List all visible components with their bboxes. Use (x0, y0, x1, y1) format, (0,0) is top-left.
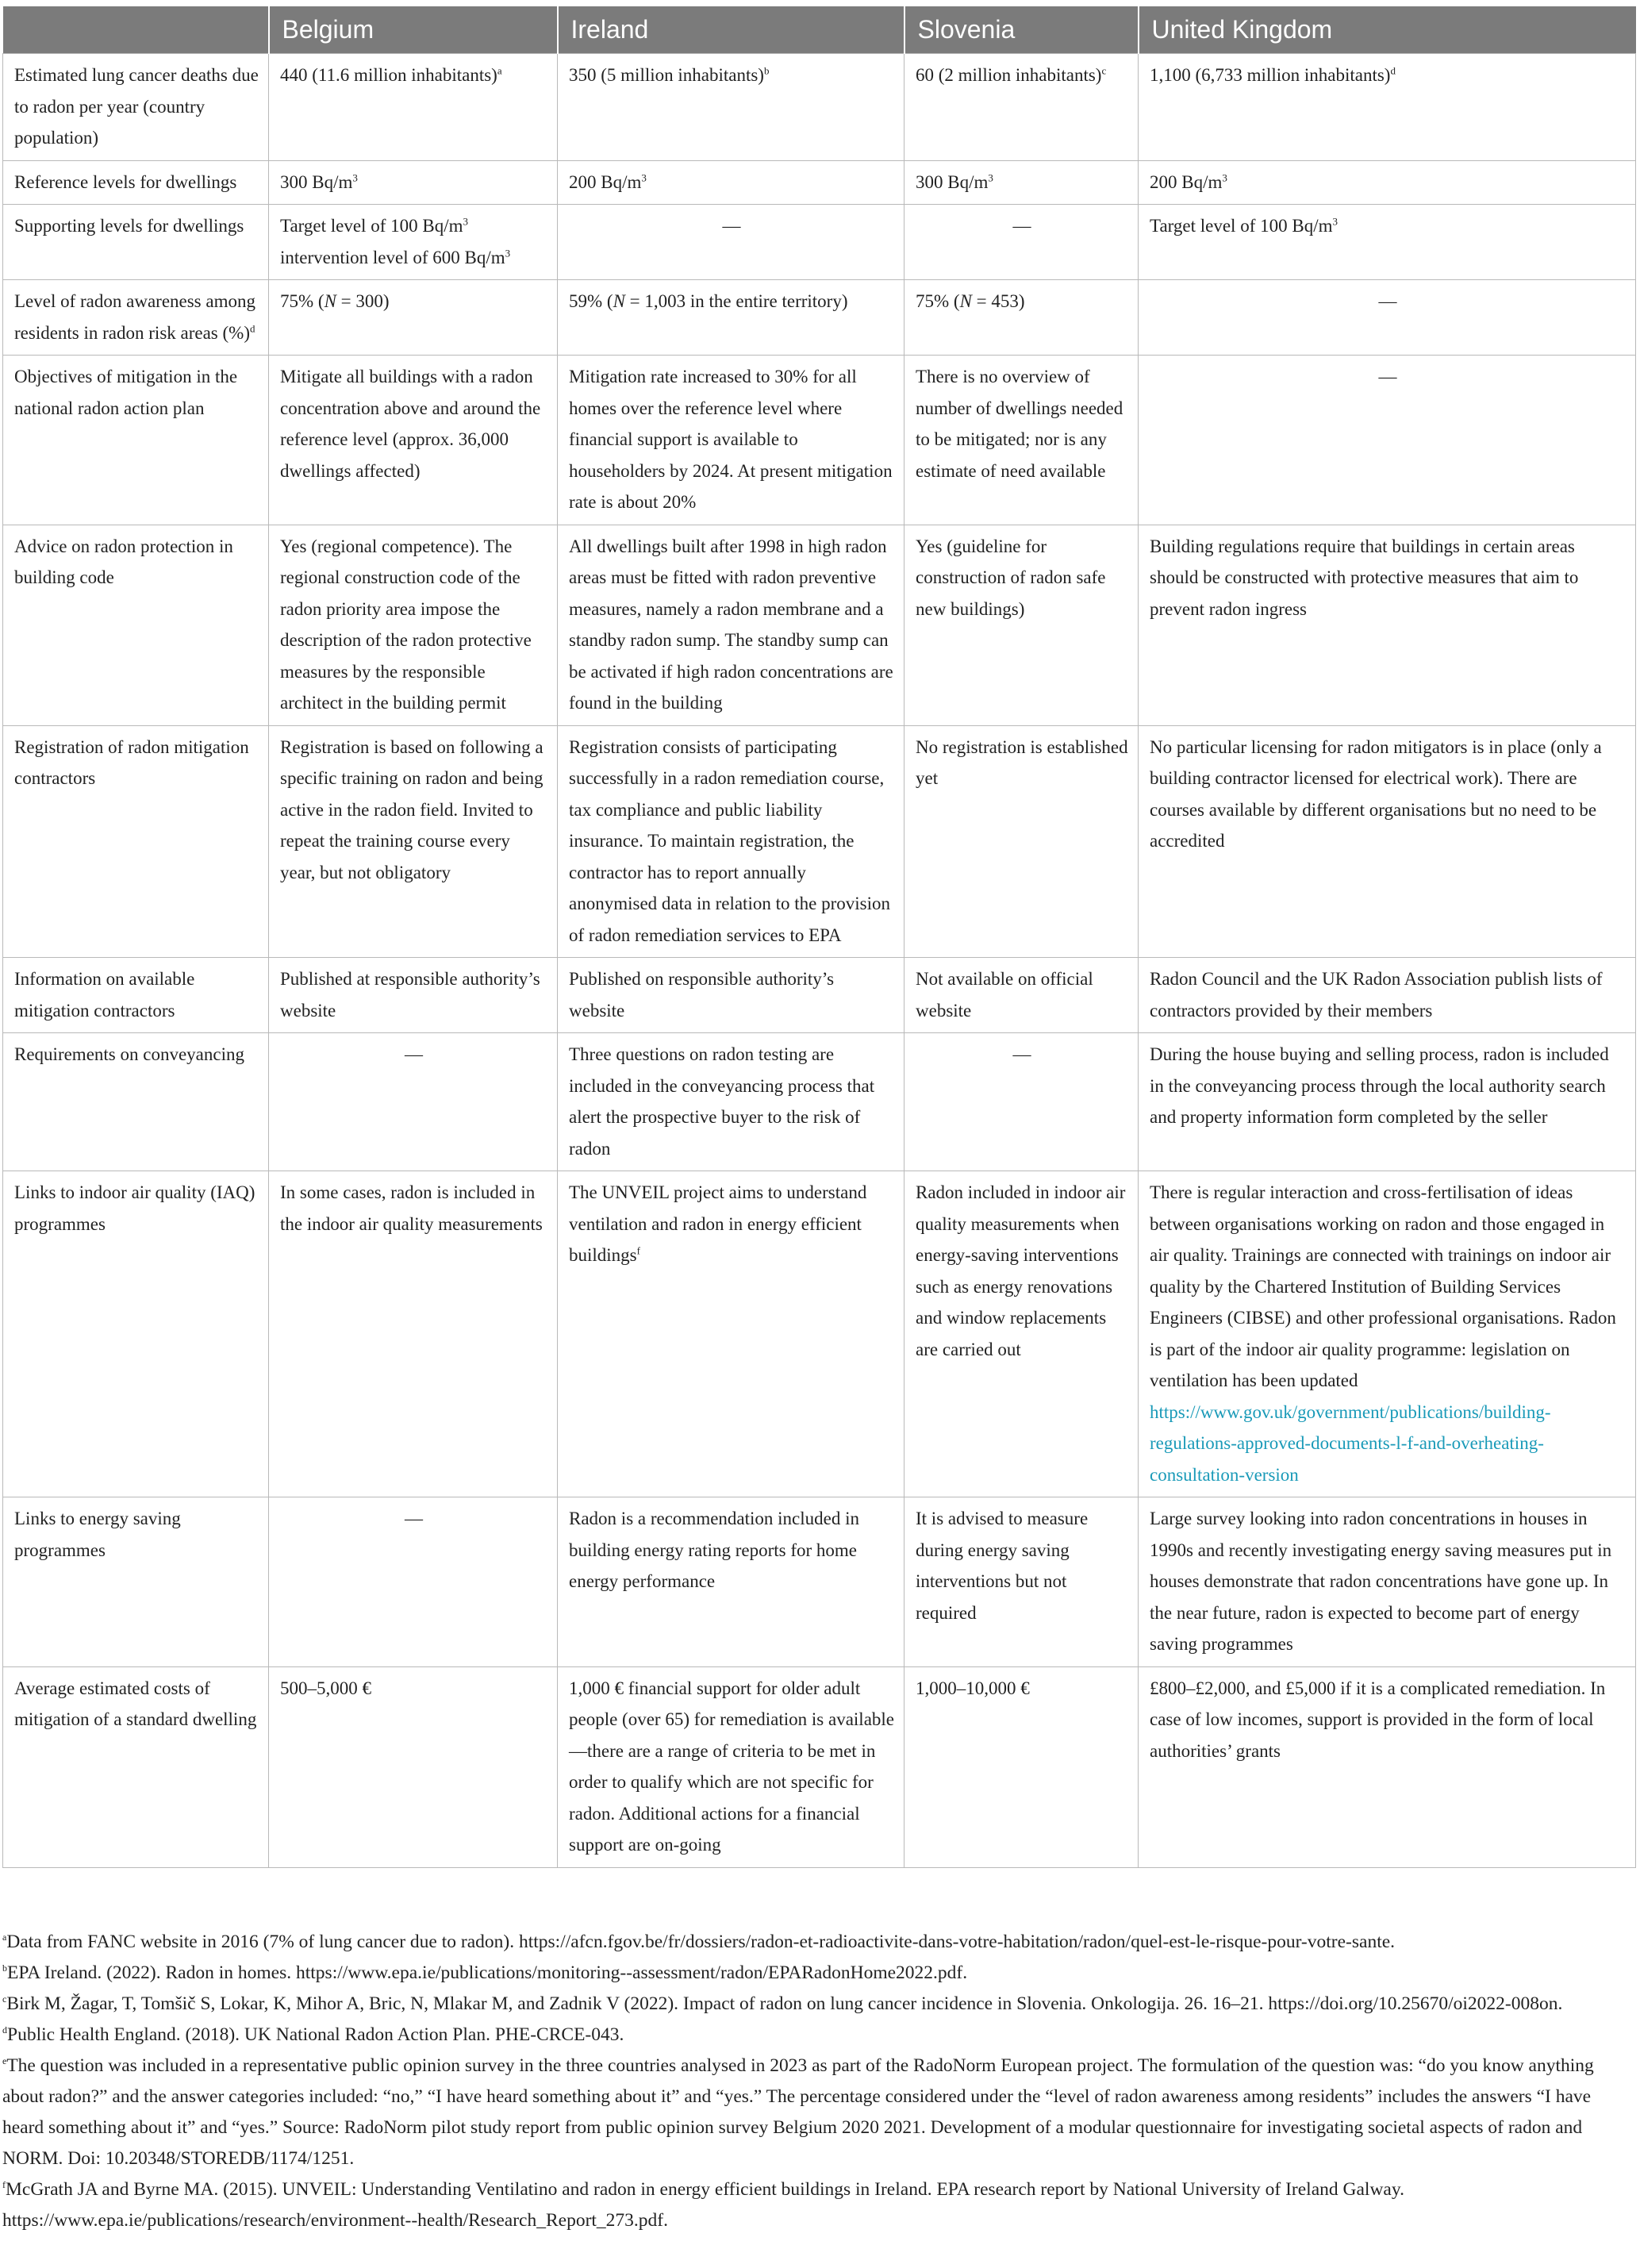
table-row (3, 525, 1636, 725)
table-row (3, 958, 1636, 1033)
cell-belgium: Yes (regional competence). The regional construction code of the radon priority area impose the description of the radon protective measures by the responsible architect in the building permit (269, 525, 558, 725)
cell-ireland: 350 (5 million inhabitants)$^b$ (558, 54, 904, 161)
cell-slovenia: — (904, 205, 1139, 280)
table-row (3, 160, 1636, 205)
footnotes (2, 1927, 1635, 2236)
row-label: Supporting levels for dwellings (3, 205, 269, 280)
cell-slovenia: Radon included in indoor air quality measurements when energy-saving interventions such as energy renovations and window replacements are carried out (904, 1171, 1139, 1497)
table-row (3, 1497, 1636, 1667)
cell-uk: 200 $Bq/m^3$ (1139, 160, 1636, 205)
cell-uk: — (1139, 280, 1636, 356)
cell-uk: No particular licensing for radon mitigators is in place (only a building contractor licensed for electrical work). There are courses available by different organisations but no need to be accredited (1139, 725, 1636, 958)
cell-uk: — (1139, 356, 1636, 525)
cell-belgium: In some cases, radon is included in the indoor air quality measurements (269, 1171, 558, 1497)
cell-ireland: Published on responsible authority’s website (558, 958, 904, 1033)
cell-slovenia: Yes (guideline for construction of radon safe new buildings) (904, 525, 1139, 725)
cell-ireland: Three questions on radon testing are included in the conveyancing process that alert the prospective buyer to the risk of radon (558, 1033, 904, 1171)
header-belgium: Belgium (269, 6, 558, 54)
cell-uk: £800–£2,000, and £5,000 if it is a complicated remediation. In case of low incomes, support is provided in the form of local authorities’ grants (1139, 1666, 1636, 1867)
cell-ireland: 59% (N = 1,003 in the entire territory) (558, 280, 904, 356)
cell-slovenia: 75% (N = 453) (904, 280, 1139, 356)
radon-comparison-table (2, 6, 1636, 1868)
header-blank (3, 6, 269, 54)
cell-ireland: The UNVEIL project aims to understand ventilation and radon in energy efficient buildings$^f$ (558, 1171, 904, 1497)
cell-ireland: Radon is a recommendation included in building energy rating reports for home energy performance (558, 1497, 904, 1667)
cell-uk: There is regular interaction and cross-fertilisation of ideas between organisations working on radon and those engaged in air quality. Trainings are connected with trainings on indoor air quality by the Chartered Institution of Building Services Engineers (CIBSE) and other professional organisations. Radon is part of the indoor air quality programme: legislation on ventilation has been updated https://www.gov.uk/government/publications/building-regulations-approved-documents-l-f-and-overheating-consultation-version (1139, 1171, 1636, 1497)
cell-belgium: Registration is based on following a specific training on radon and being active in the radon field. Invited to repeat the training course every year, but not obligatory (269, 725, 558, 958)
table-row (3, 356, 1636, 525)
table-row (3, 280, 1636, 356)
row-label: Level of radon awareness among residents in radon risk areas (%)$^d$ (3, 280, 269, 356)
ventilation-regulations-link[interactable]: https://www.gov.uk/government/publications/building-regulations-approved-documents-l-f-and-overheating-consultation-version (1150, 1401, 1551, 1485)
row-label: Estimated lung cancer deaths due to radon per year (country population) (3, 54, 269, 161)
cell-belgium: 500–5,000 € (269, 1666, 558, 1867)
header-row (3, 6, 1636, 54)
footnote: $^b$EPA Ireland. (2022). Radon in homes. https://www.epa.ie/publications/monitoring--assessment/radon/EPARadonHome2022.pdf. (2, 1962, 968, 1983)
cell-ireland: Mitigation rate increased to 30% for all homes over the reference level where financial support is available to householders by 2024. At present mitigation rate is about 20% (558, 356, 904, 525)
cell-belgium: Mitigate all buildings with a radon concentration above and around the reference level (approx. 36,000 dwellings affected) (269, 356, 558, 525)
footnote: $^e$The question was included in a representative public opinion survey in the three countries analysed in 2023 as part of the RadoNorm European project. The formulation of the question was: “do you know anything about radon?” and the answer categories included: “no,” “I have heard something about it” and “yes.” The percentage considered under the “level of radon awareness among residents” includes the answers “I have heard something about it” and “yes.” Source: RadoNorm pilot study report from public opinion survey Belgium 2020 2021. Development of a modular questionnaire for investigating societal aspects of radon and NORM. Doi: 10.20348/STOREDB/1174/1251. (2, 2055, 1594, 2169)
cell-slovenia: Not available on official website (904, 958, 1139, 1033)
cell-belgium: — (269, 1033, 558, 1171)
cell-belgium: Published at responsible authority’s website (269, 958, 558, 1033)
row-label: Reference levels for dwellings (3, 160, 269, 205)
cell-belgium: 75% (N = 300) (269, 280, 558, 356)
cell-slovenia: 1,000–10,000 € (904, 1666, 1139, 1867)
header-slovenia: Slovenia (904, 6, 1139, 54)
cell-belgium: Target level of 100 $Bq/m^3$ intervention level of 600 $Bq/m^3$ (269, 205, 558, 280)
cell-slovenia: No registration is established yet (904, 725, 1139, 958)
table-row (3, 725, 1636, 958)
cell-belgium: 300 $Bq/m^3$ (269, 160, 558, 205)
cell-ireland: All dwellings built after 1998 in high radon areas must be fitted with radon preventive measures, namely a radon membrane and a standby radon sump. The standby sump can be activated if high radon concentrations are found in the building (558, 525, 904, 725)
row-label: Links to energy saving programmes (3, 1497, 269, 1667)
cell-uk: Building regulations require that buildings in certain areas should be constructed with protective measures that aim to prevent radon ingress (1139, 525, 1636, 725)
cell-uk: Target level of 100 $Bq/m^3$ (1139, 205, 1636, 280)
row-label: Requirements on conveyancing (3, 1033, 269, 1171)
footnote: $^f$McGrath JA and Byrne MA. (2015). UNVEIL: Understanding Ventilatino and radon in energy efficient buildings in Ireland. EPA research report by National University of Ireland Galway. https://www.epa.ie/publications/research/environment--health/Research_Report_273.pdf. (2, 2179, 1404, 2231)
cell-uk: During the house buying and selling process, radon is included in the conveyancing process through the local authority search and property information form completed by the seller (1139, 1033, 1636, 1171)
cell-ireland: 200 $Bq/m^3$ (558, 160, 904, 205)
table-row (3, 1033, 1636, 1171)
row-label: Average estimated costs of mitigation of a standard dwelling (3, 1666, 269, 1867)
cell-slovenia: 300 $Bq/m^3$ (904, 160, 1139, 205)
cell-slovenia: It is advised to measure during energy saving interventions but not required (904, 1497, 1139, 1667)
table-row (3, 1666, 1636, 1867)
cell-slovenia: There is no overview of number of dwellings needed to be mitigated; nor is any estimate of need available (904, 356, 1139, 525)
row-label: Advice on radon protection in building code (3, 525, 269, 725)
cell-belgium: — (269, 1497, 558, 1667)
table-row (3, 54, 1636, 161)
footnote: $^a$Data from FANC website in 2016 (7% of lung cancer due to radon). https://afcn.fgov.be/fr/dossiers/radon-et-radioactivite-dans-votre-habitation/radon/quel-est-le-risque-pour-votre-sante. (2, 1932, 1396, 1952)
cell-ireland: — (558, 205, 904, 280)
footnote: $^c$Birk M, Žagar, T, Tomšič S, Lokar, K, Mihor A, Bric, N, Mlakar M, and Zadnik V (2022). Impact of radon on lung cancer incidence in Slovenia. Onkologija. 26. 16–21. https://doi.org/10.25670/oi2022-008on. (2, 1993, 1563, 2014)
cell-uk: Radon Council and the UK Radon Association publish lists of contractors provided by their members (1139, 958, 1636, 1033)
row-label: Objectives of mitigation in the national radon action plan (3, 356, 269, 525)
row-label: Registration of radon mitigation contractors (3, 725, 269, 958)
cell-belgium: 440 (11.6 million inhabitants)$^a$ (269, 54, 558, 161)
table-row (3, 1171, 1636, 1497)
cell-uk: 1,100 (6,733 million inhabitants)$^d$ (1139, 54, 1636, 161)
header-ireland: Ireland (558, 6, 904, 54)
table-row (3, 205, 1636, 280)
cell-uk: Large survey looking into radon concentrations in houses in 1990s and recently investigating energy saving measures put in houses demonstrate that radon concentrations have gone up. In the near future, radon is expected to become part of energy saving programmes (1139, 1497, 1636, 1667)
header-uk: United Kingdom (1139, 6, 1636, 54)
row-label: Information on available mitigation contractors (3, 958, 269, 1033)
cell-slovenia: — (904, 1033, 1139, 1171)
cell-slovenia: 60 (2 million inhabitants)$^c$ (904, 54, 1139, 161)
footnote: $^d$Public Health England. (2018). UK National Radon Action Plan. PHE-CRCE-043. (2, 2024, 624, 2045)
cell-ireland: Registration consists of participating successfully in a radon remediation course, tax compliance and public liability insurance. To maintain registration, the contractor has to report annually anonymised data in relation to the provision of radon remediation services to EPA (558, 725, 904, 958)
row-label: Links to indoor air quality (IAQ) programmes (3, 1171, 269, 1497)
cell-ireland: 1,000 € financial support for older adult people (over 65) for remediation is available—there are a range of criteria to be met in order to qualify which are not specific for radon. Additional actions for a financial support are on-going (558, 1666, 904, 1867)
